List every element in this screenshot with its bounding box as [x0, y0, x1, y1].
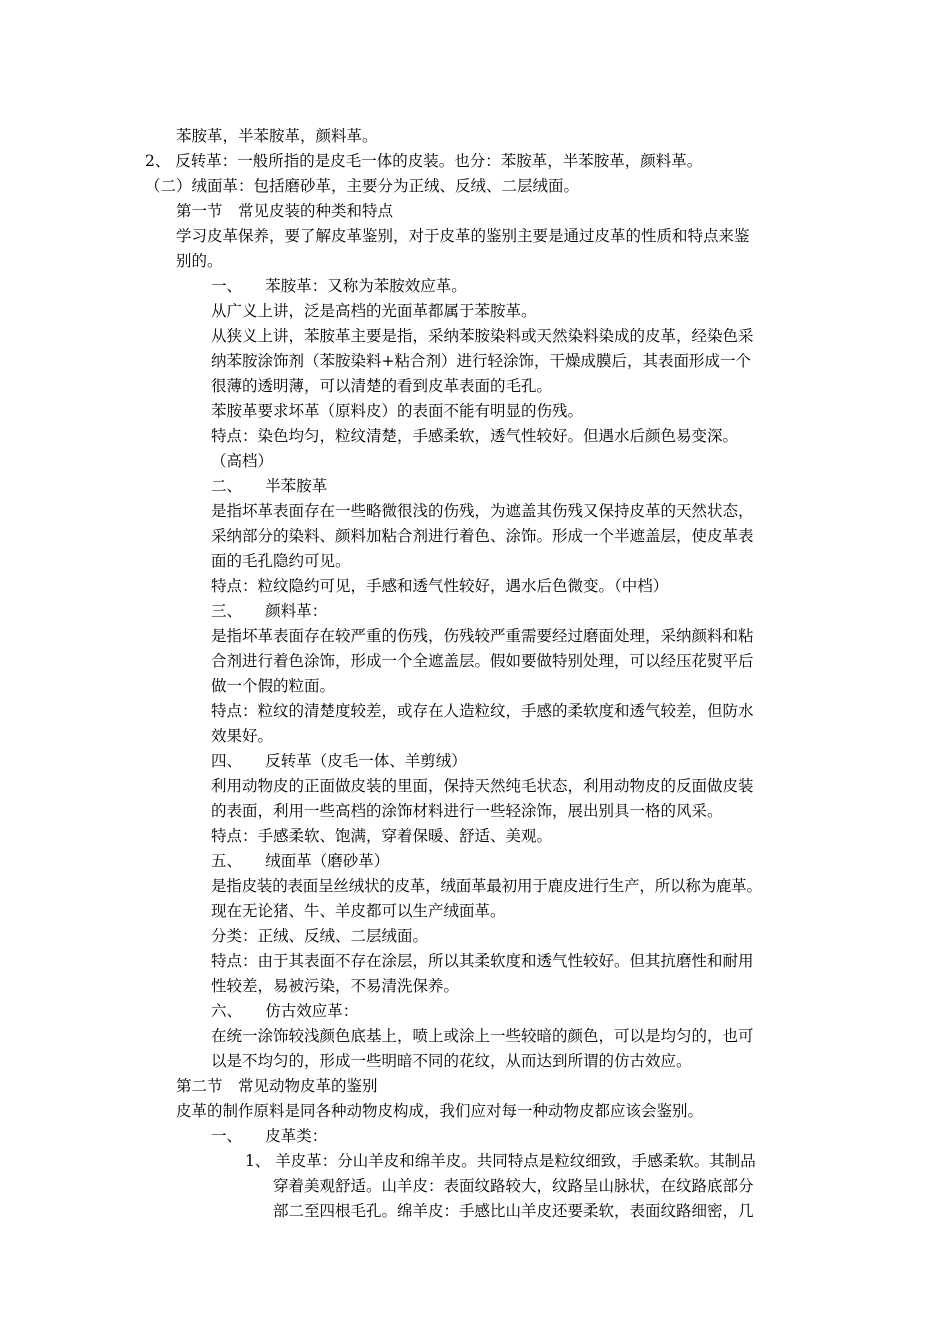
text-line: 苯胺革要求坏革（原料皮）的表面不能有明显的伤残。 — [211, 402, 584, 420]
text-line: 以是不均匀的，形成一些明暗不同的花纹，从而达到所谓的仿古效应。 — [211, 1052, 692, 1070]
text-line: 特点：手感柔软、饱满，穿着保暖、舒适、美观。 — [211, 827, 553, 845]
subsection-heading: 一、 皮革类： — [211, 1127, 328, 1145]
text-line: 特点：由于其表面不存在涂层，所以其柔软度和透气性较好。但其抗磨性和耐用 — [211, 952, 754, 970]
text-line: 穿着美观舒适。山羊皮：表面纹路较大，纹路呈山脉状，在纹路底部分 — [273, 1177, 754, 1195]
text-line: 是指坏革表面存在较严重的伤残，伤残较严重需要经过磨面处理，采纳颜料和粘 — [211, 627, 754, 645]
subsection-heading: 五、 绒面革（磨砂革） — [211, 852, 390, 870]
text-line: 面的毛孔隐约可见。 — [211, 552, 351, 570]
text-line: 特点：染色均匀，粒纹清楚，手感柔软，透气性较好。但遇水后颜色易变深。 — [211, 427, 739, 445]
text-line: 做一个假的粒面。 — [211, 677, 336, 695]
text-line: （高档） — [211, 452, 274, 470]
text-line: 的表面，利用一些高档的涂饰材料进行一些轻涂饰，展出别具一格的风采。 — [211, 802, 723, 820]
text-line: 是指坏革表面存在一些略微很浅的伤残，为遮盖其伤残又保持皮革的天然状态， — [211, 502, 754, 520]
list-item: 1、 羊皮革：分山羊皮和绵羊皮。共同特点是粒纹细致，手感柔软。其制品 — [245, 1152, 756, 1170]
text-line: 学习皮革保养，要了解皮革鉴别，对于皮革的鉴别主要是通过皮革的性质和特点来鉴 — [176, 227, 750, 245]
text-line: 从广义上讲，泛是高档的光面革都属于苯胺革。 — [211, 302, 537, 320]
text-line: 特点：粒纹隐约可见，手感和透气性较好，遇水后色微变。（中档） — [211, 577, 669, 595]
text-line: 合剂进行着色涂饰，形成一个全遮盖层。假如要做特别处理，可以经压花熨平后 — [211, 652, 754, 670]
text-line: 苯胺革，半苯胺革，颜料革。 — [176, 127, 378, 145]
subsection-heading: 三、 颜料革： — [211, 602, 328, 620]
text-line: 在统一涂饰较浅颜色底基上，喷上或涂上一些较暗的颜色，可以是均匀的，也可 — [211, 1027, 754, 1045]
text-line: 纳苯胺涂饰剂（苯胺染料+粘合剂）进行轻涂饰，干燥成膜后，其表面形成一个 — [211, 352, 751, 370]
text-line: 从狭义上讲，苯胺革主要是指，采纳苯胺染料或天然染料染成的皮革，经染色采 — [211, 327, 754, 345]
text-line: 性较差，易被污染，不易清洗保养。 — [211, 977, 460, 995]
section-heading: 第二节 常见动物皮革的鉴别 — [176, 1077, 378, 1095]
text-line: 利用动物皮的正面做皮装的里面，保持天然纯毛状态，利用动物皮的反面做皮装 — [211, 777, 754, 795]
subsection-heading: 一、 苯胺革：又称为苯胺效应革。 — [211, 277, 467, 295]
text-line: 特点：粒纹的清楚度较差，或存在人造粒纹，手感的柔软度和透气较差，但防水 — [211, 702, 754, 720]
text-line: 是指皮装的表面呈丝绒状的皮革，绒面革最初用于鹿皮进行生产，所以称为鹿革。 — [211, 877, 762, 895]
text-line: 采纳部分的染料、颜料加粘合剂进行着色、涂饰。形成一个半遮盖层，使皮革表 — [211, 527, 754, 545]
text-line: 2、 反转革：一般所指的是皮毛一体的皮装。也分：苯胺革，半苯胺革，颜料革。 — [145, 152, 703, 170]
section-heading: 第一节 常见皮装的种类和特点 — [176, 202, 394, 220]
text-line: （二）绒面革：包括磨砂革，主要分为正绒、反绒、二层绒面。 — [145, 177, 580, 195]
text-line: 效果好。 — [211, 727, 274, 745]
text-line: 现在无论猪、牛、羊皮都可以生产绒面革。 — [211, 902, 506, 920]
text-line: 别的。 — [176, 252, 223, 270]
text-line: 分类：正绒、反绒、二层绒面。 — [211, 927, 429, 945]
subsection-heading: 二、 半苯胺革 — [211, 477, 328, 495]
text-line: 部二至四根毛孔。绵羊皮：手感比山羊皮还要柔软，表面纹路细密，几 — [273, 1202, 754, 1220]
subsection-heading: 六、 仿古效应革： — [211, 1002, 359, 1020]
text-line: 很薄的透明薄，可以清楚的看到皮革表面的毛孔。 — [211, 377, 553, 395]
subsection-heading: 四、 反转革（皮毛一体、羊剪绒） — [211, 752, 467, 770]
text-line: 皮革的制作原料是同各种动物皮构成，我们应对每一种动物皮都应该会鉴别。 — [176, 1102, 704, 1120]
